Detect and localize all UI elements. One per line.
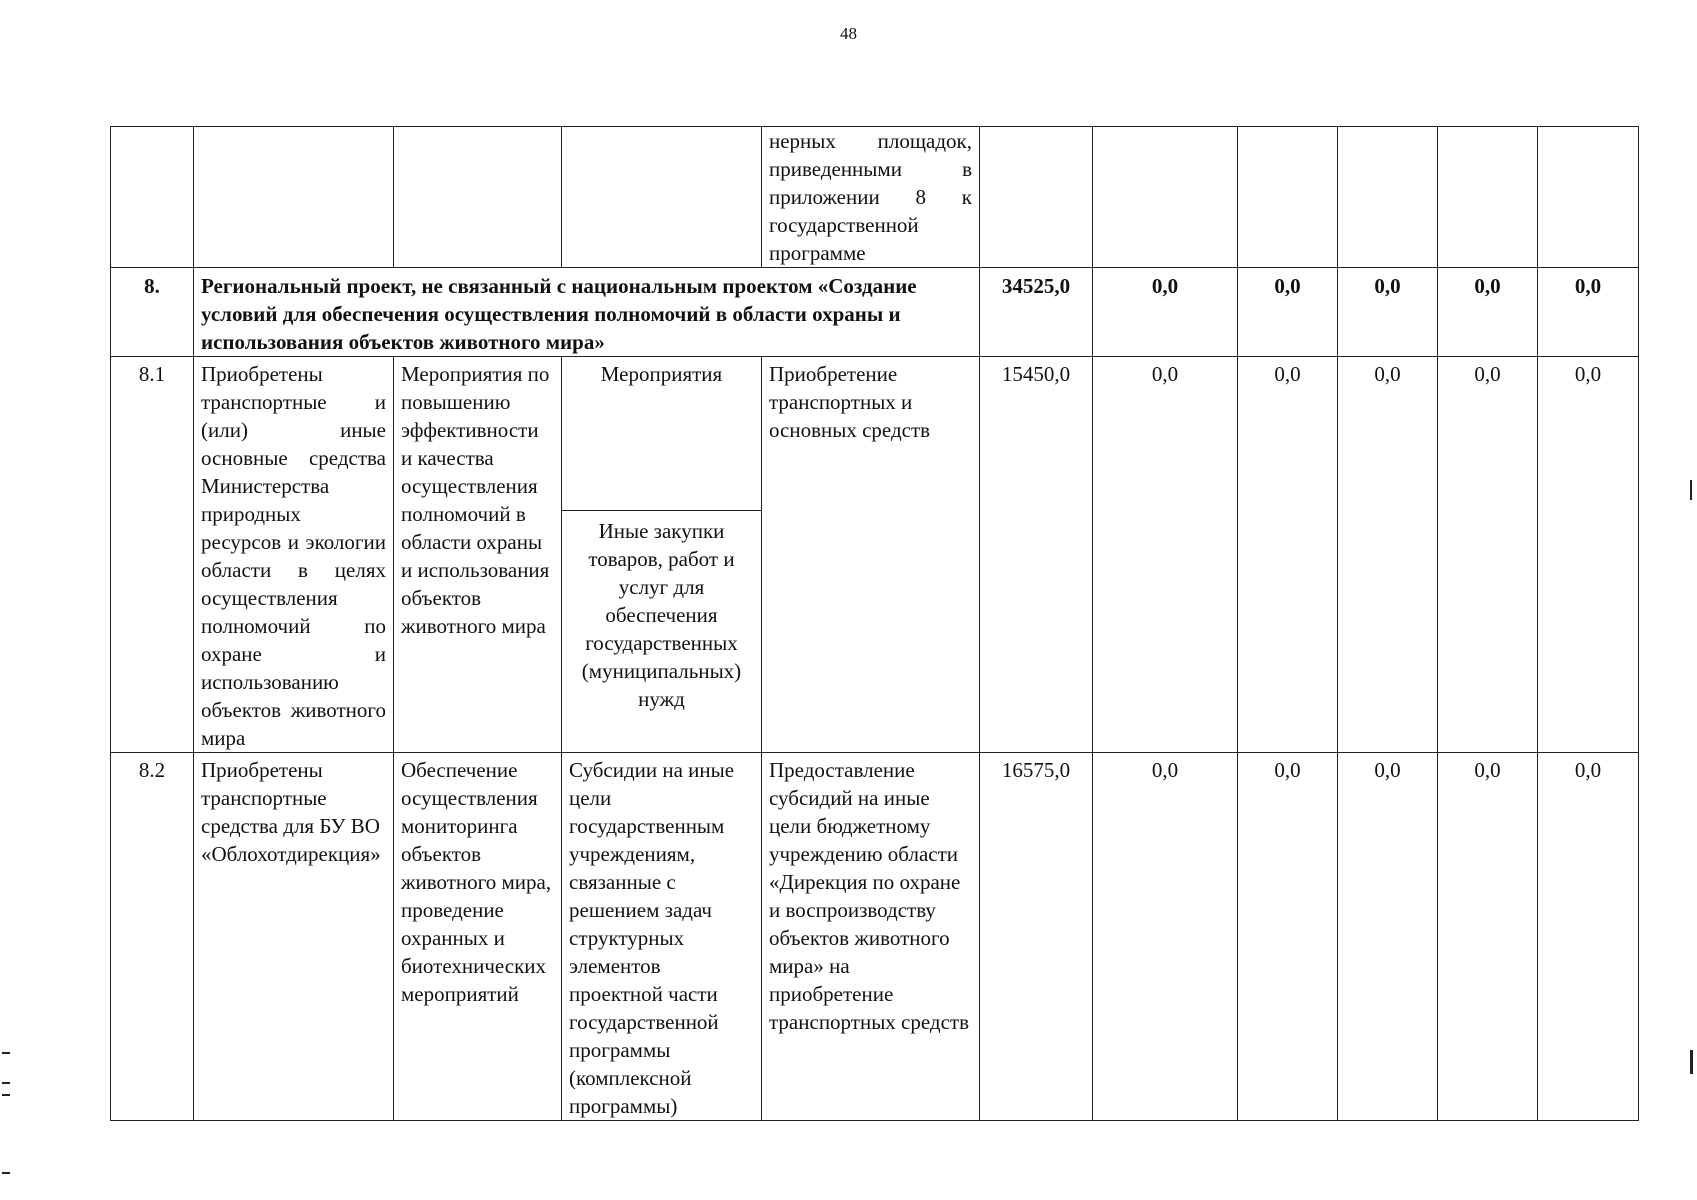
cell-empty xyxy=(394,127,562,268)
value-cell: 0,0 xyxy=(1538,357,1639,753)
value-cell: 16575,0 xyxy=(980,753,1093,1121)
value-cell: 0,0 xyxy=(1238,753,1338,1121)
cell-empty xyxy=(1238,127,1338,268)
value-cell: 0,0 xyxy=(1438,753,1538,1121)
value-cell: 15450,0 xyxy=(980,357,1093,753)
cell-empty xyxy=(1538,127,1639,268)
cell-empty xyxy=(562,127,762,268)
continued-indicator-text: нерных площадок, приведенными в приложении 8 к государственной программе xyxy=(762,127,980,268)
scan-mark-left xyxy=(2,1094,10,1096)
row-number: 8. xyxy=(111,268,194,357)
value-cell: 0,0 xyxy=(1093,357,1238,753)
row-number: 8.1 xyxy=(111,357,194,753)
value-cell: 0,0 xyxy=(1338,357,1438,753)
expense-type-text: Субсидии на иные цели государственным учреждениям, связанные с решением задач структурных элементов проектной части государственной программы (комплексной программы) xyxy=(562,753,762,1121)
expense-type-bottom: Иные закупки товаров, работ и услуг для обеспечения государственных (муниципальных) нужд xyxy=(581,519,742,711)
expense-type-top: Мероприятия xyxy=(562,357,761,511)
value-cell: 0,0 xyxy=(1238,357,1338,753)
page-number: 48 xyxy=(840,24,857,43)
value-cell: 0,0 xyxy=(1338,753,1438,1121)
scan-mark-right xyxy=(1690,1050,1693,1074)
scan-mark-left xyxy=(2,1082,10,1084)
value-cell: 0,0 xyxy=(1338,268,1438,357)
cell-empty xyxy=(1338,127,1438,268)
expense-type-cell xyxy=(562,357,762,753)
result-text: Приобретены транспортные средства для БУ ВО «Облохотдирекция» xyxy=(194,753,394,1121)
result-text: Приобретены транспортные и (или) иные основные средства Министерства природных ресурсов и экологии области в целях осуществления полномочий по охране и использованию объектов животного мира xyxy=(194,357,394,753)
value-cell: 0,0 xyxy=(1093,753,1238,1121)
value-cell: 0,0 xyxy=(1538,753,1639,1121)
description-text: Предоставление субсидий на иные цели бюджетному учреждению области «Дирекция по охране и воспроизводству объектов животного мира» на приобретение транспортных средств xyxy=(762,753,980,1121)
table-row-8-1 xyxy=(111,357,1639,753)
cell-empty xyxy=(194,127,394,268)
cell-empty xyxy=(111,127,194,268)
cell-empty xyxy=(1093,127,1238,268)
scan-mark-left xyxy=(2,1052,10,1054)
description-text: Приобретение транспортных и основных средств xyxy=(762,357,980,753)
value-cell: 0,0 xyxy=(1438,357,1538,753)
scan-mark-right xyxy=(1690,480,1692,500)
table-row-section-8 xyxy=(111,268,1639,357)
cell-empty xyxy=(980,127,1093,268)
value-cell: 34525,0 xyxy=(980,268,1093,357)
measure-text: Обеспечение осуществления мониторинга объектов животного мира, проведение охранных и биотехнических мероприятий xyxy=(394,753,562,1121)
value-cell: 0,0 xyxy=(1538,268,1639,357)
value-cell: 0,0 xyxy=(1438,268,1538,357)
table-row-8-2 xyxy=(111,753,1639,1121)
section-title: Региональный проект, не связанный с национальным проектом «Создание условий для обеспечения осуществления полномочий в области охраны и использования объектов животного мира» xyxy=(194,268,980,357)
scan-mark-left xyxy=(2,1172,10,1174)
row-number: 8.2 xyxy=(111,753,194,1121)
program-table xyxy=(110,126,1639,1121)
value-cell: 0,0 xyxy=(1093,268,1238,357)
table-row-continuation xyxy=(111,127,1639,268)
cell-empty xyxy=(1438,127,1538,268)
value-cell: 0,0 xyxy=(1238,268,1338,357)
measure-text: Мероприятия по повышению эффективности и качества осуществления полномочий в области охраны и использования объектов животного мира xyxy=(394,357,562,753)
